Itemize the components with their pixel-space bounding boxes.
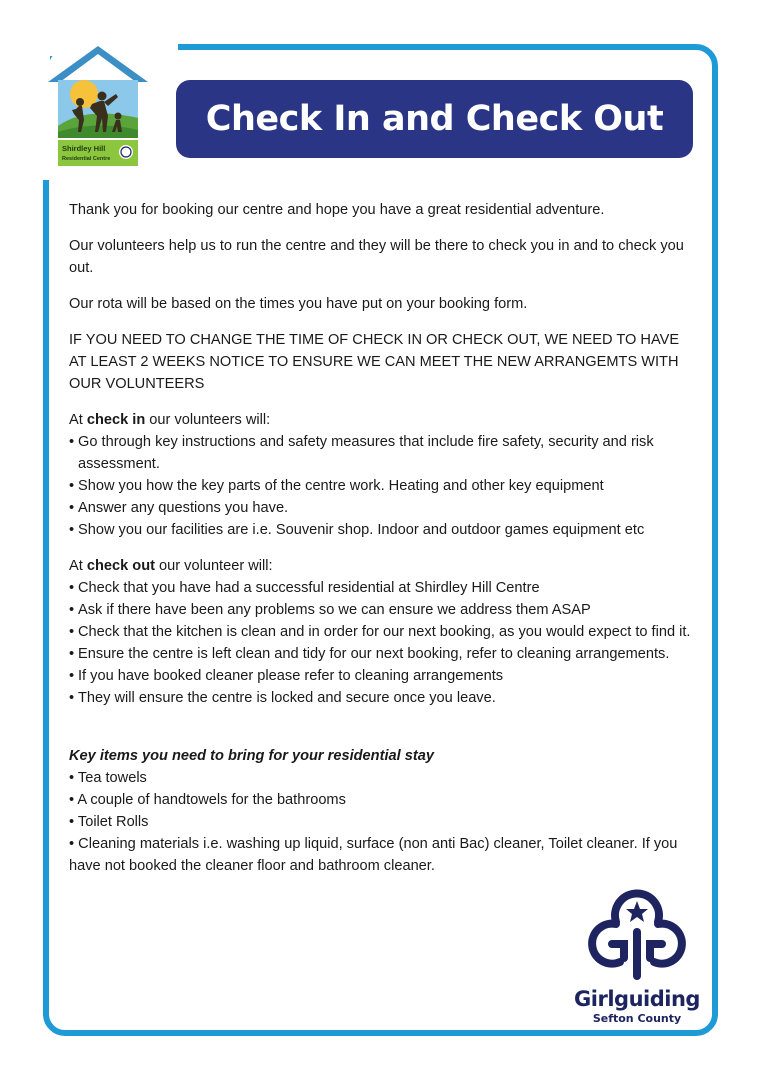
check-out-item-4: Ensure the centre is left clean and tidy for our next booking, refer to cleaning arrangements. xyxy=(78,646,670,662)
list-item xyxy=(69,687,699,709)
check-in-item-4: Show you our facilities are i.e. Souvenir shop. Indoor and outdoor games equipment etc xyxy=(78,522,645,538)
notice-paragraph: IF YOU NEED TO CHANGE THE TIME OF CHECK IN OR CHECK OUT, WE NEED TO HAVE AT LEAST 2 WEEKS NOTICE TO ENSURE WE CAN MEET THE NEW ARRANGEMTS WITH OUR VOLUNTEERS xyxy=(69,332,680,392)
check-in-item-1: Go through key instructions and safety measures that include fire safety, security and risk assessment. xyxy=(78,434,654,472)
bullet-glyph: • xyxy=(69,668,75,684)
intro-paragraph-1: Thank you for booking our centre and hope you have a great residential adventure. xyxy=(69,202,605,218)
girlguiding-logo xyxy=(572,888,702,1028)
check-out-suffix: our volunteer will: xyxy=(154,558,273,574)
list-item xyxy=(69,431,699,475)
check-out-heading xyxy=(69,555,699,577)
check-out-item-1: Check that you have had a successful residential at Shirdley Hill Centre xyxy=(78,580,540,596)
list-item xyxy=(69,497,699,519)
bullet-glyph: • xyxy=(69,770,75,786)
list-item xyxy=(69,811,699,833)
list-item xyxy=(69,643,699,665)
check-in-item-3: Answer any questions you have. xyxy=(78,500,289,516)
bullet-glyph: • xyxy=(69,500,75,516)
key-item-3: Toilet Rolls xyxy=(77,814,149,830)
bullet-glyph: • xyxy=(69,690,75,706)
page-title: Check In and Check Out xyxy=(205,99,664,139)
bullet-glyph: • xyxy=(69,836,75,852)
check-in-heading xyxy=(69,409,699,431)
bullet-glyph: • xyxy=(69,580,75,596)
key-item-4: Cleaning materials i.e. washing up liquid, surface (non anti Bac) cleaner, Toilet cleaner. If you have not booked the cleaner floor and bathroom cleaner. xyxy=(69,836,678,874)
list-item xyxy=(69,599,699,621)
check-out-item-6: They will ensure the centre is locked and secure once you leave. xyxy=(78,690,496,706)
check-in-strong: check in xyxy=(86,412,146,428)
bullet-glyph: • xyxy=(69,814,75,830)
check-in-item-2: Show you how the key parts of the centre work. Heating and other key equipment xyxy=(78,478,604,494)
check-in-suffix: our volunteers will: xyxy=(145,412,271,428)
list-item xyxy=(69,621,699,643)
intro-paragraph-2: Our volunteers help us to run the centre and they will be there to check you in and to check you out. xyxy=(69,238,684,276)
check-out-item-5: If you have booked cleaner please refer to cleaning arrangements xyxy=(78,668,504,684)
document-body xyxy=(69,199,699,877)
check-out-item-3: Check that the kitchen is clean and in order for our next booking, as you would expect to find it. xyxy=(78,624,691,640)
bullet-glyph: • xyxy=(69,792,75,808)
check-out-strong: check out xyxy=(86,558,155,574)
list-item xyxy=(69,767,699,789)
bullet-glyph: • xyxy=(69,478,75,494)
trefoil-icon xyxy=(582,888,692,980)
check-out-prefix: At xyxy=(69,558,87,574)
list-item xyxy=(69,789,699,811)
check-in-prefix: At xyxy=(69,412,87,428)
house-logo-icon xyxy=(46,44,150,168)
intro-paragraph-3: Our rota will be based on the times you have put on your booking form. xyxy=(69,296,528,312)
bullet-glyph: • xyxy=(69,522,75,538)
bullet-glyph: • xyxy=(69,624,75,640)
bullet-glyph: • xyxy=(69,434,75,450)
girlguiding-wordmark: Girlguiding xyxy=(574,987,700,1011)
key-items-heading: Key items you need to bring for your residential stay xyxy=(69,748,434,764)
list-item xyxy=(69,577,699,599)
key-item-2: A couple of handtowels for the bathrooms xyxy=(77,792,346,808)
title-banner xyxy=(176,80,693,158)
list-item xyxy=(69,519,699,541)
logo-line2: Residential Centre xyxy=(62,156,111,162)
list-item xyxy=(69,665,699,687)
check-out-item-2: Ask if there have been any problems so we can ensure we address them ASAP xyxy=(78,602,591,618)
list-item xyxy=(69,475,699,497)
bullet-glyph: • xyxy=(69,646,75,662)
bullet-glyph: • xyxy=(69,602,75,618)
logo-line1: Shirdley Hill xyxy=(62,144,106,153)
county-label: Sefton County xyxy=(592,1012,682,1025)
shirdley-hill-logo xyxy=(46,44,150,168)
list-item xyxy=(69,833,699,877)
key-item-1: Tea towels xyxy=(77,770,147,786)
